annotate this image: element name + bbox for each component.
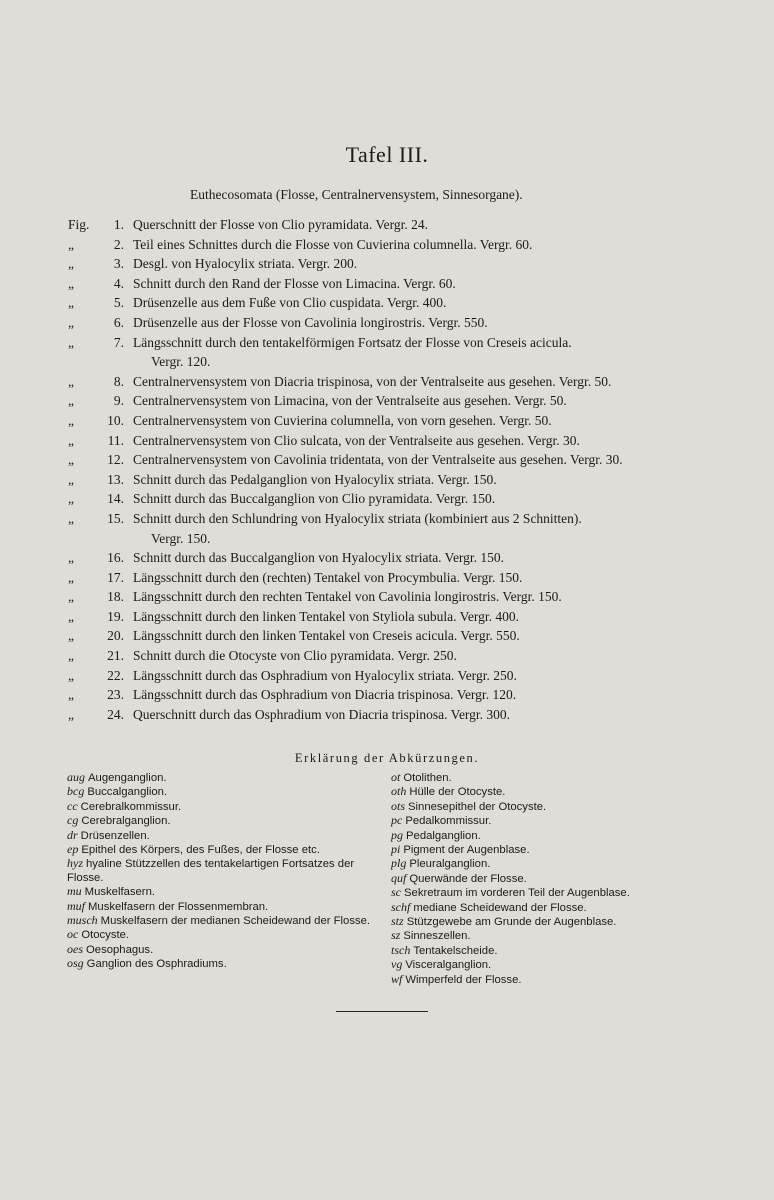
- abbreviation-code: schf: [391, 899, 411, 914]
- figure-prefix: „: [68, 569, 74, 585]
- figure-caption: Längsschnitt durch den linken Tentakel von Styliola subula. Vergr. 400.: [133, 608, 520, 624]
- figure-caption: Querschnitt durch das Osphradium von Diacria trispinosa. Vergr. 300.: [133, 706, 511, 722]
- figure-prefix: „: [68, 275, 74, 291]
- abbreviation-item: [67, 943, 379, 957]
- figure-caption-continuation: Vergr. 150.: [151, 530, 211, 546]
- figure-number: 10.: [107, 412, 124, 428]
- abbreviation-code: plg: [391, 856, 407, 871]
- figure-entry: [0, 274, 774, 294]
- figure-prefix: „: [68, 589, 74, 605]
- abbreviation-code: musch: [67, 913, 98, 928]
- figure-caption: Längsschnitt durch das Osphradium von Hyalocylix striata. Vergr. 250.: [133, 667, 517, 683]
- figure-number: 19.: [107, 608, 124, 624]
- figure-number: 3.: [113, 256, 124, 272]
- figure-caption: Schnitt durch das Pedalganglion von Hyalocylix striata. Vergr. 150.: [133, 471, 497, 487]
- figure-entry: [0, 215, 774, 235]
- figure-number: 20.: [107, 628, 124, 644]
- figure-entry: [0, 235, 774, 255]
- abbreviation-definition: hyaline Stützzellen des tentakelartigen Fortsatzes der Flosse.: [67, 858, 355, 884]
- figure-prefix: „: [68, 491, 74, 507]
- abbreviation-definition: Muskelfasern der Flossenmembran.: [88, 900, 269, 913]
- figure-entry: [0, 705, 774, 725]
- abbreviation-definition: Hülle der Otocyste.: [409, 786, 506, 799]
- abbreviation-item: [67, 914, 379, 928]
- abbreviation-code: ots: [391, 798, 406, 813]
- abbreviation-definition: Ganglion des Osphradiums.: [86, 958, 227, 971]
- abbreviation-code: stz: [391, 914, 404, 929]
- abbreviation-definition: Visceralganglion.: [405, 959, 492, 972]
- figure-number: 7.: [113, 334, 124, 350]
- figure-entry: [0, 450, 774, 470]
- figure-entry: [0, 666, 774, 686]
- figure-number: 22.: [107, 667, 124, 683]
- figure-number: 6.: [113, 314, 124, 330]
- figure-number: 11.: [107, 432, 124, 448]
- figure-entry: [0, 646, 774, 666]
- abbreviation-code: muf: [67, 898, 85, 913]
- abbreviation-code: oth: [391, 784, 407, 799]
- abbreviation-code: quf: [391, 870, 407, 885]
- abbreviations-left-column: [67, 771, 379, 972]
- figure-entry: [0, 293, 774, 313]
- abbreviation-definition: Pleuralganglion.: [409, 858, 491, 871]
- figure-prefix: „: [68, 687, 74, 703]
- figure-entry: [0, 431, 774, 451]
- figure-number: 8.: [113, 373, 124, 389]
- figure-prefix: „: [68, 550, 74, 566]
- abbreviation-item: [391, 857, 711, 871]
- abbreviation-item: [67, 800, 379, 814]
- figure-number: 18.: [107, 589, 124, 605]
- figure-entry: [0, 489, 774, 509]
- abbreviation-item: [67, 829, 379, 843]
- abbreviation-definition: mediane Scheidewand der Flosse.: [413, 901, 587, 914]
- figure-list: [0, 215, 774, 724]
- abbreviation-item: [391, 771, 711, 785]
- abbreviation-item: [391, 958, 711, 972]
- figure-caption: Centralnervensystem von Diacria trispinosa, von der Ventralseite aus gesehen. Vergr. 50.: [133, 373, 612, 389]
- figure-number: 14.: [107, 491, 124, 507]
- figure-entry: [0, 254, 774, 274]
- abbreviation-item: [391, 973, 711, 987]
- abbreviation-item: [391, 785, 711, 799]
- page-title: Tafel III.: [345, 142, 429, 167]
- abbreviations-right-column: [391, 771, 711, 987]
- abbreviation-item: [67, 900, 379, 914]
- figure-number: 1.: [113, 217, 124, 232]
- figure-caption: Centralnervensystem von Clio sulcata, von der Ventralseite aus gesehen. Vergr. 30.: [133, 432, 580, 448]
- figure-caption: Schnitt durch das Buccalganglion von Clio pyramidata. Vergr. 150.: [133, 491, 496, 507]
- figure-entry: [0, 313, 774, 333]
- abbreviation-definition: Pedalkommissur.: [405, 815, 492, 828]
- figure-entry: [0, 509, 774, 548]
- figure-prefix: Fig.: [68, 217, 90, 232]
- figure-caption: Schnitt durch den Schlundring von Hyalocylix striata (kombiniert aus 2 Schnitten).: [133, 510, 582, 526]
- figure-entry: [0, 411, 774, 431]
- figure-caption-continuation: Vergr. 120.: [151, 354, 211, 370]
- figure-prefix: „: [68, 648, 74, 664]
- figure-caption: Desgl. von Hyalocylix striata. Vergr. 200.: [133, 256, 358, 272]
- abbreviation-code: ot: [391, 770, 401, 784]
- figure-entry: [0, 626, 774, 646]
- abbreviation-code: cg: [67, 813, 79, 828]
- figure-entry: [0, 587, 774, 607]
- abbreviation-item: [67, 857, 379, 885]
- abbreviation-item: [67, 957, 379, 971]
- abbreviation-item: [67, 928, 379, 942]
- figure-number: 21.: [107, 648, 124, 664]
- figure-caption: Drüsenzelle aus dem Fuße von Clio cuspidata. Vergr. 400.: [133, 295, 447, 311]
- figure-caption: Längsschnitt durch den rechten Tentakel von Cavolinia longirostris. Vergr. 150.: [133, 589, 562, 605]
- abbreviation-definition: Sinneszellen.: [403, 930, 471, 943]
- abbreviation-definition: Querwände der Flosse.: [409, 872, 527, 885]
- abbreviation-item: [391, 929, 711, 943]
- plate-subtitle: Euthecosomata (Flosse, Centralnervensystem, Sinnesorgane).: [190, 187, 523, 202]
- figure-entry: [0, 568, 774, 588]
- figure-number: 9.: [113, 393, 124, 409]
- figure-number: 24.: [107, 706, 124, 722]
- abbreviation-definition: Augenganglion.: [88, 772, 167, 784]
- abbreviation-item: [67, 843, 379, 857]
- abbreviation-definition: Muskelfasern.: [84, 886, 155, 899]
- figure-caption: Schnitt durch die Otocyste von Clio pyramidata. Vergr. 250.: [133, 648, 457, 664]
- figure-caption: Längsschnitt durch den (rechten) Tentakel von Procymbulia. Vergr. 150.: [133, 569, 523, 585]
- abbreviation-code: hyz: [67, 856, 83, 871]
- figure-number: 5.: [113, 295, 124, 311]
- figure-prefix: „: [68, 334, 74, 350]
- abbreviation-definition: Epithel des Körpers, des Fußes, der Flosse etc.: [81, 844, 320, 857]
- figure-entry: [0, 607, 774, 627]
- abbreviation-item: [391, 814, 711, 828]
- abbreviation-code: dr: [67, 827, 78, 842]
- figure-prefix: „: [68, 314, 74, 330]
- figure-number: 16.: [107, 550, 124, 566]
- abbreviation-item: [391, 915, 711, 929]
- figure-entry: [0, 548, 774, 568]
- figure-caption: Centralnervensystem von Limacina, von der Ventralseite aus gesehen. Vergr. 50.: [133, 393, 567, 409]
- abbreviation-code: ep: [67, 842, 79, 857]
- figure-prefix: „: [68, 295, 74, 311]
- abbreviation-item: [391, 800, 711, 814]
- figure-prefix: „: [68, 256, 74, 272]
- abbreviation-code: pc: [391, 813, 403, 828]
- abbreviation-definition: Tentakelscheide.: [413, 944, 498, 957]
- figure-caption: Schnitt durch den Rand der Flosse von Limacina. Vergr. 60.: [133, 275, 456, 291]
- abbreviation-definition: Stützgewebe am Grunde der Augenblase.: [406, 916, 617, 929]
- figure-number: 2.: [113, 236, 124, 252]
- figure-prefix: „: [68, 628, 74, 644]
- abbreviation-definition: Sekretraum im vorderen Teil der Augenblase.: [404, 887, 630, 900]
- figure-prefix: „: [68, 373, 74, 389]
- figure-number: 13.: [107, 471, 124, 487]
- abbreviation-code: wf: [391, 971, 403, 986]
- abbreviation-code: oes: [67, 941, 83, 956]
- figure-caption: Teil eines Schnittes durch die Flosse von Cuvierina columnella. Vergr. 60.: [133, 236, 533, 252]
- figure-caption: Drüsenzelle aus der Flosse von Cavolinia longirostris. Vergr. 550.: [133, 314, 488, 330]
- figure-prefix: „: [68, 510, 74, 526]
- figure-entry: [0, 391, 774, 411]
- figure-prefix: „: [68, 432, 74, 448]
- abbreviation-code: bcg: [67, 784, 85, 799]
- figure-number: 15.: [107, 510, 124, 526]
- figure-caption: Längsschnitt durch den linken Tentakel von Creseis acicula. Vergr. 550.: [133, 628, 520, 644]
- figure-entry: [0, 685, 774, 705]
- abbreviation-definition: Pigment der Augenblase.: [403, 844, 530, 857]
- abbreviation-code: cc: [67, 798, 78, 813]
- abbreviation-item: [67, 785, 379, 799]
- figure-prefix: „: [68, 412, 74, 428]
- abbreviation-item: [391, 886, 711, 900]
- figure-caption: Querschnitt der Flosse von Clio pyramidata. Vergr. 24.: [133, 217, 428, 232]
- figure-number: 23.: [107, 687, 124, 703]
- abbreviation-definition: Wimperfeld der Flosse.: [405, 973, 522, 986]
- abbreviation-code: tsch: [391, 942, 411, 957]
- abbreviation-definition: Muskelfasern der medianen Scheidewand der Flosse.: [100, 915, 371, 928]
- figure-caption: Längsschnitt durch das Osphradium von Diacria trispinosa. Vergr. 120.: [133, 687, 517, 703]
- abbreviation-item: [67, 771, 379, 785]
- abbreviation-item: [391, 944, 711, 958]
- figure-prefix: „: [68, 667, 74, 683]
- abbreviation-item: [391, 872, 711, 886]
- figure-entry: [0, 470, 774, 490]
- abbreviation-code: mu: [67, 884, 82, 899]
- figure-number: 12.: [107, 452, 124, 468]
- abbreviation-item: [391, 829, 711, 843]
- abbreviation-code: pi: [391, 842, 401, 857]
- figure-entry: [0, 333, 774, 372]
- abbreviation-item: [391, 843, 711, 857]
- closing-rule: [336, 1011, 428, 1012]
- figure-number: 17.: [107, 569, 124, 585]
- abbreviation-item: [67, 814, 379, 828]
- abbreviation-code: oc: [67, 927, 79, 942]
- abbreviation-code: sz: [391, 928, 401, 943]
- abbreviation-code: osg: [67, 956, 84, 971]
- figure-number: 4.: [113, 275, 124, 291]
- figure-prefix: „: [68, 471, 74, 487]
- abbreviation-definition: Oesophagus.: [86, 943, 154, 956]
- figure-prefix: „: [68, 393, 74, 409]
- abbreviation-definition: Buccalganglion.: [87, 786, 168, 799]
- figure-caption: Längsschnitt durch den tentakelförmigen Fortsatz der Flosse von Creseis acicula.: [133, 334, 572, 350]
- abbreviation-definition: Sinnesepithel der Otocyste.: [408, 800, 547, 813]
- abbreviations-heading: Erklärung der Abkürzungen.: [294, 751, 480, 765]
- abbreviation-code: sc: [391, 885, 401, 900]
- abbreviation-definition: Otolithen.: [403, 772, 452, 784]
- abbreviation-definition: Otocyste.: [81, 929, 130, 942]
- figure-entry: [0, 372, 774, 392]
- abbreviation-item: [67, 885, 379, 899]
- abbreviation-definition: Pedalganglion.: [406, 829, 481, 842]
- figure-caption: Centralnervensystem von Cavolinia tridentata, von der Ventralseite aus gesehen. Vergr. 30.: [133, 452, 623, 468]
- abbreviation-definition: Drüsenzellen.: [80, 829, 150, 842]
- figure-prefix: „: [68, 236, 74, 252]
- figure-prefix: „: [68, 608, 74, 624]
- abbreviation-code: aug: [67, 770, 85, 784]
- abbreviation-item: [391, 901, 711, 915]
- abbreviation-code: vg: [391, 957, 403, 972]
- abbreviation-definition: Cerebralganglion.: [81, 815, 171, 828]
- figure-prefix: „: [68, 706, 74, 722]
- figure-prefix: „: [68, 452, 74, 468]
- figure-caption: Centralnervensystem von Cuvierina columnella, von vorn gesehen. Vergr. 50.: [133, 412, 552, 428]
- abbreviation-code: pg: [391, 827, 403, 842]
- abbreviation-definition: Cerebralkommissur.: [80, 800, 182, 813]
- figure-caption: Schnitt durch das Buccalganglion von Hyalocylix striata. Vergr. 150.: [133, 550, 505, 566]
